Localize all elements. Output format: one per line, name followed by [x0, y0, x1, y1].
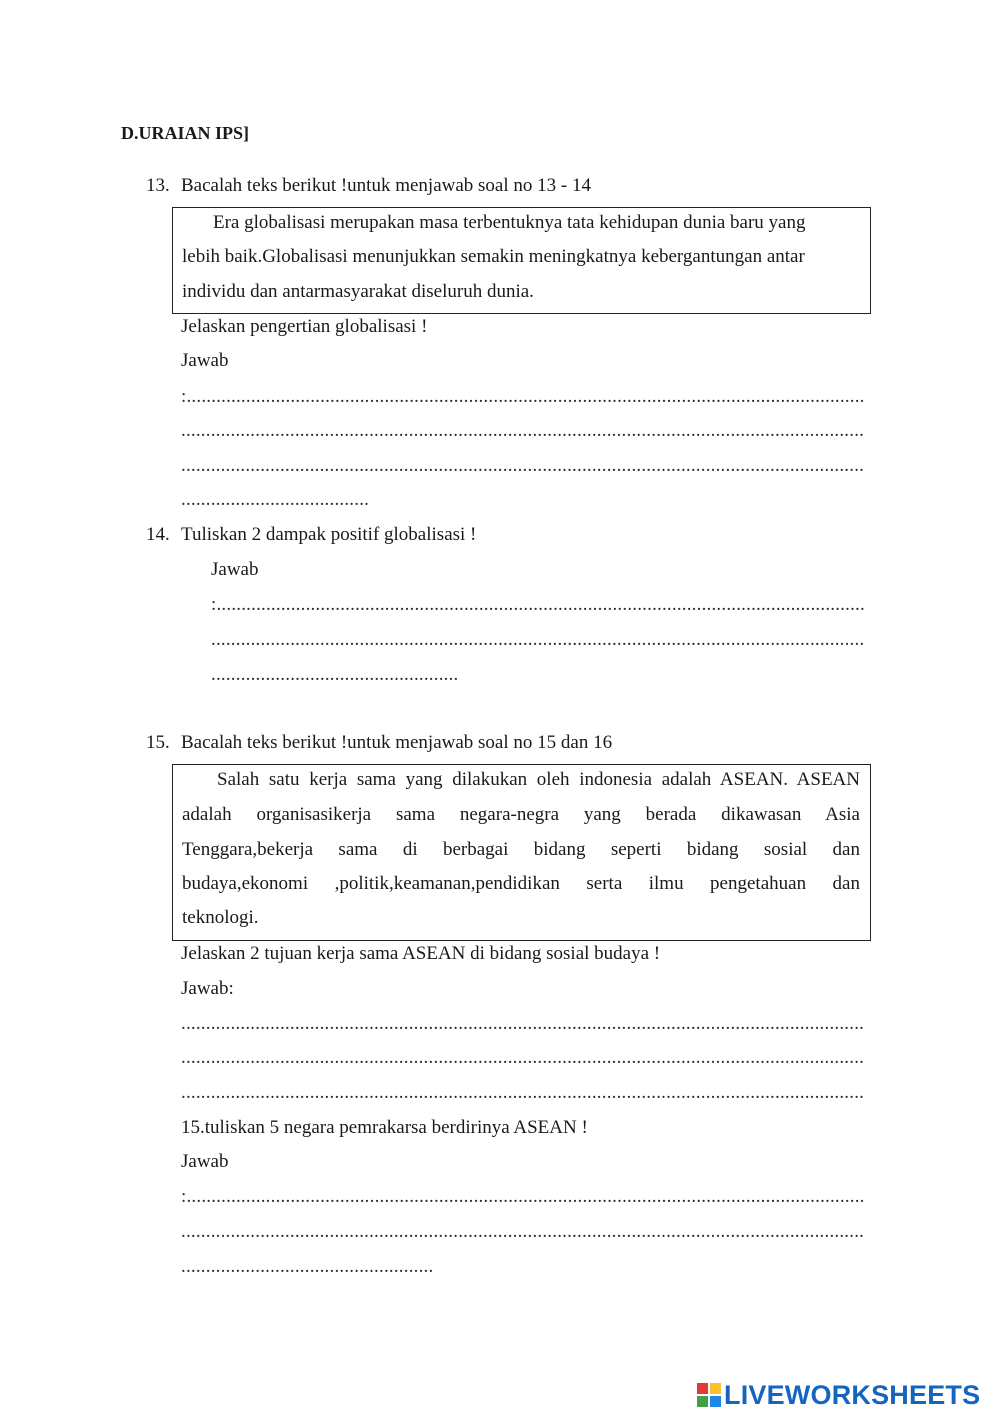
q13-answer-line-4[interactable]: ...................................... [181, 490, 370, 509]
q16-answer-line-2[interactable]: .......................................................................................................................................... [181, 1222, 865, 1241]
q13-answer-line-1[interactable]: :......................................................................................................................................... [181, 387, 865, 406]
q15-answer-line-1[interactable]: .......................................................................................................................................... [181, 1014, 865, 1033]
q13-number: 13. [146, 175, 170, 196]
section-title: D.URAIAN IPS] [121, 123, 250, 143]
q14-number: 14. [146, 524, 170, 545]
q15-passage-line-4: budaya,ekonomi ,politik,keamanan,pendidikan serta ilmu pengetahuan dan [182, 873, 860, 894]
q13-answer-label: Jawab [181, 350, 229, 371]
q15-answer-line-2[interactable]: .......................................................................................................................................... [181, 1048, 865, 1067]
q15-answer-label: Jawab: [181, 978, 234, 999]
liveworksheets-logo-icon [697, 1383, 721, 1407]
q15-passage-line-3: Tenggara,bekerja sama di berbagai bidang seperti bidang sosial dan [182, 839, 860, 860]
q14-answer-line-3[interactable]: .................................................. [211, 665, 459, 684]
liveworksheets-brand: LIVEWORKSHEETS [724, 1379, 981, 1410]
q16-answer-label: Jawab [181, 1151, 229, 1172]
q15-question: Jelaskan 2 tujuan kerja sama ASEAN di bidang sosial budaya ! [181, 943, 661, 964]
q15-number: 15. [146, 732, 170, 753]
q15-passage-line-1: Salah satu kerja sama yang dilakukan oleh indonesia adalah ASEAN. ASEAN [217, 769, 860, 790]
q15-instruction: Bacalah teks berikut !untuk menjawab soal no 15 dan 16 [181, 732, 613, 753]
q13-question: Jelaskan pengertian globalisasi ! [181, 316, 428, 337]
q13-passage-line-3: individu dan antarmasyarakat diseluruh dunia. [182, 281, 534, 302]
liveworksheets-logo[interactable] [697, 1379, 980, 1411]
q15-passage-box [172, 764, 871, 941]
q16-question: 15.tuliskan 5 negara pemrakarsa berdirinya ASEAN ! [181, 1117, 588, 1138]
q15-answer-line-3[interactable]: .......................................................................................................................................... [181, 1083, 865, 1102]
q15-passage-line-5: teknologi. [182, 907, 259, 928]
q13-passage-line-2: lebih baik.Globalisasi menunjukkan semakin meningkatnya kebergantungan antar [182, 246, 805, 267]
q13-instruction: Bacalah teks berikut !untuk menjawab soal no 13 - 14 [181, 175, 591, 196]
q13-passage-box [172, 207, 871, 314]
q14-answer-label: Jawab [211, 559, 259, 580]
q13-answer-line-2[interactable]: .......................................................................................................................................... [181, 421, 865, 440]
q13-answer-line-3[interactable]: .......................................................................................................................................... [181, 456, 865, 475]
q13-passage-line-1: Era globalisasi merupakan masa terbentuknya tata kehidupan dunia baru yang [213, 212, 806, 233]
q14-answer-line-2[interactable]: .................................................................................................................................... [211, 630, 865, 649]
q15-passage-line-2: adalah organisasikerja sama negara-negra yang berada dikawasan Asia [182, 804, 860, 825]
q16-answer-line-3[interactable]: ................................................... [181, 1257, 434, 1276]
q14-question: Tuliskan 2 dampak positif globalisasi ! [181, 524, 477, 545]
q16-answer-line-1[interactable]: :......................................................................................................................................... [181, 1187, 865, 1206]
q14-answer-line-1[interactable]: :................................................................................................................................... [211, 595, 865, 614]
